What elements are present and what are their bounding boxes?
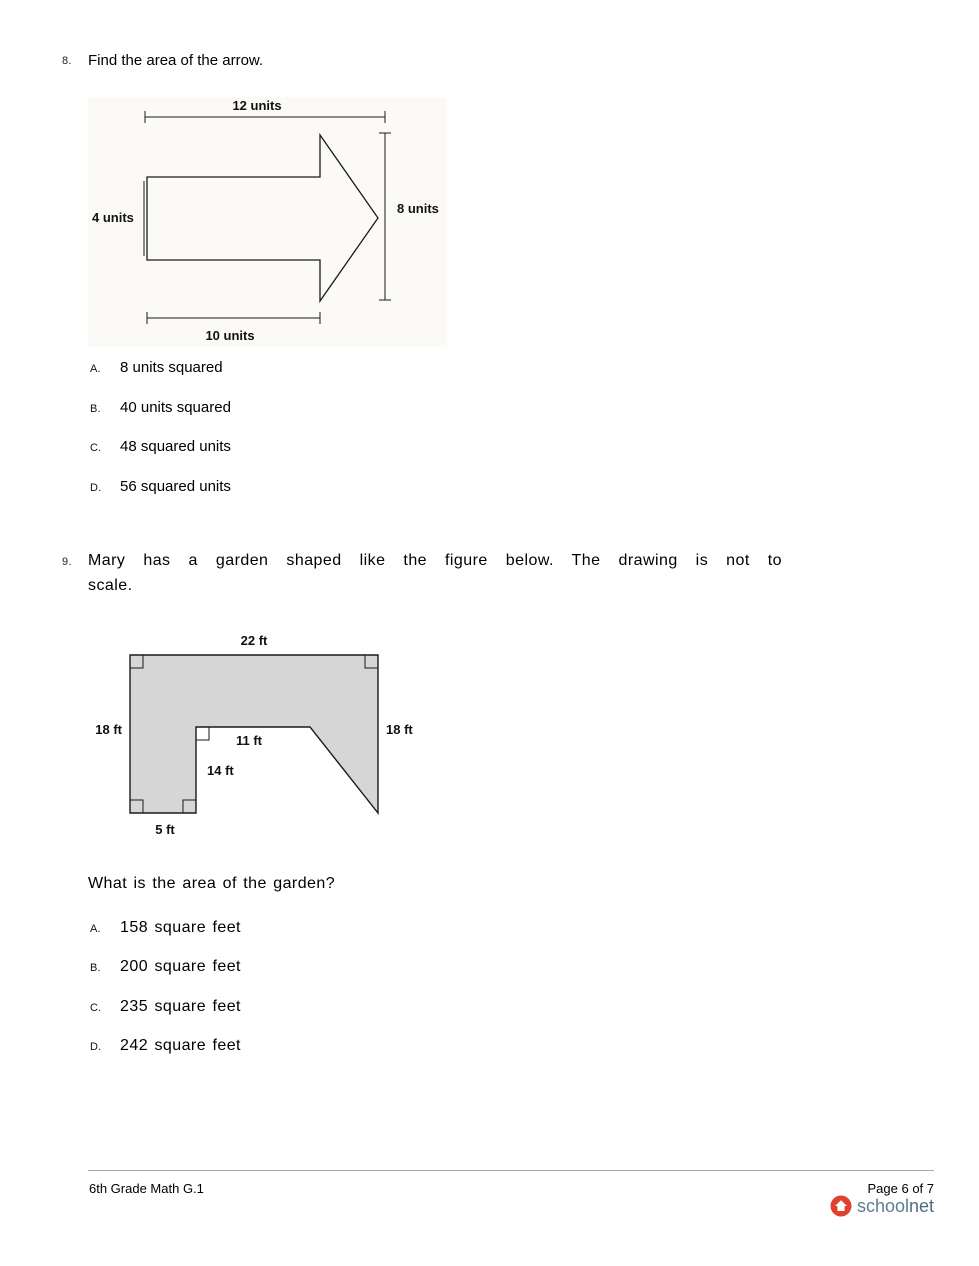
choice-text: 40 units squared xyxy=(120,399,231,416)
choice-8b xyxy=(90,399,231,417)
choice-8c xyxy=(90,438,231,456)
garden-label-bottom: 5 ft xyxy=(155,822,175,837)
footer-page-number: Page 6 of 7 xyxy=(867,1181,934,1196)
choice-text: 158 square feet xyxy=(120,919,241,936)
question-9-text-line2: scale. xyxy=(88,577,133,594)
dim-label-bottom: 10 units xyxy=(205,328,255,343)
schoolnet-logo-text xyxy=(857,1196,934,1217)
choice-text: 235 square feet xyxy=(120,998,241,1015)
footer-course-title: 6th Grade Math G.1 xyxy=(89,1181,204,1196)
choice-letter: B. xyxy=(90,962,101,974)
choice-9b xyxy=(90,958,241,976)
garden-label-inner-width: 11 ft xyxy=(236,733,263,748)
choice-letter: D. xyxy=(90,482,102,494)
question-8-number: 8. xyxy=(62,55,72,67)
choice-text: 8 units squared xyxy=(120,359,223,376)
arrow-diagram xyxy=(88,97,447,347)
choice-text: 56 squared units xyxy=(120,478,231,495)
question-8-text: Find the area of the arrow. xyxy=(88,52,264,69)
garden-diagram xyxy=(85,628,425,843)
choice-9a xyxy=(90,919,241,937)
dim-label-right: 8 units xyxy=(397,201,439,216)
choice-letter: A. xyxy=(90,363,101,375)
garden-label-right: 18 ft xyxy=(386,722,413,737)
choice-letter: C. xyxy=(90,442,102,454)
choice-letter: A. xyxy=(90,923,101,935)
choice-8a xyxy=(90,359,223,377)
choice-text: 200 square feet xyxy=(120,958,241,975)
question-9-prompt: What is the area of the garden? xyxy=(88,875,336,892)
choice-letter: C. xyxy=(90,1002,102,1014)
question-9-number: 9. xyxy=(62,556,72,568)
footer-rule xyxy=(88,1170,934,1171)
choice-letter: B. xyxy=(90,403,101,415)
choice-text: 242 square feet xyxy=(120,1037,241,1054)
right-angle-marker-inner xyxy=(196,727,209,740)
arrow-diagram-background xyxy=(88,97,447,347)
schoolnet-logo xyxy=(830,1195,934,1217)
schoolnet-logo-icon xyxy=(830,1195,852,1217)
choice-8d xyxy=(90,478,231,496)
choice-text: 48 squared units xyxy=(120,438,231,455)
garden-label-top: 22 ft xyxy=(240,633,268,648)
dim-label-left: 4 units xyxy=(92,210,134,225)
garden-label-left: 18 ft xyxy=(95,722,122,737)
choice-9d xyxy=(90,1037,241,1055)
question-9-text-line1: Mary has a garden shaped like the figure below. The drawing is not to xyxy=(88,552,782,569)
garden-label-inner-height: 14 ft xyxy=(207,763,234,778)
choice-9c xyxy=(90,998,241,1016)
dim-label-top: 12 units xyxy=(232,98,282,113)
choice-letter: D. xyxy=(90,1041,102,1053)
logo-word-school: school xyxy=(856,1195,909,1216)
logo-word-net: net xyxy=(908,1195,934,1216)
